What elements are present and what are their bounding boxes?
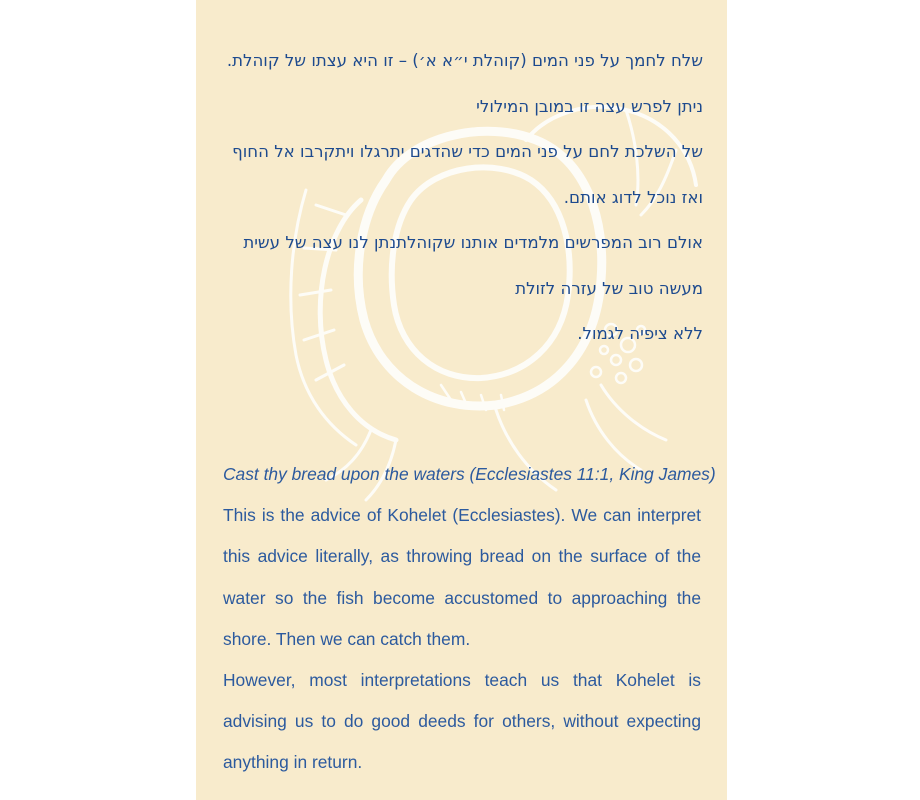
english-title: Cast thy bread upon the waters (Ecclesiastes 11:1, King James)	[223, 464, 716, 484]
english-paragraph: This is the advice of Kohelet (Ecclesiastes). We can interpret this advice literally, as throwing bread on the surface of the water so the fish become accustomed to approaching the shore. Then we can catch them.	[223, 505, 701, 649]
hebrew-line: ללא ציפיה לגמול.	[577, 324, 703, 343]
hebrew-line: של השלכת לחם על פני המים כדי שהדגים יתרגלו ויתקרבו אל החוף	[232, 142, 703, 161]
english-paragraph: However, most interpretations teach us that Kohelet is advising us to do good deeds for others, without expecting anything in return.	[223, 670, 701, 773]
hebrew-text-block	[216, 38, 703, 357]
hebrew-line: מעשה טוב של עזרה לזולת	[515, 278, 703, 298]
english-text-block	[223, 454, 716, 784]
document-card	[196, 0, 727, 800]
hebrew-line: אולם רוב המפרשים מלמדים אותנו שקוהלתנתן לנו עצה של עשית	[243, 233, 703, 252]
hebrew-line: ואז נוכל לדוג אותם.	[563, 187, 703, 207]
hebrew-line: ניתן לפרש עצה זו במובן המילולי	[476, 96, 703, 116]
hebrew-line: שלח לחמך על פני המים (קוהלת י״א א׳) – זו היא עצתו של קוהלת.	[226, 51, 703, 70]
